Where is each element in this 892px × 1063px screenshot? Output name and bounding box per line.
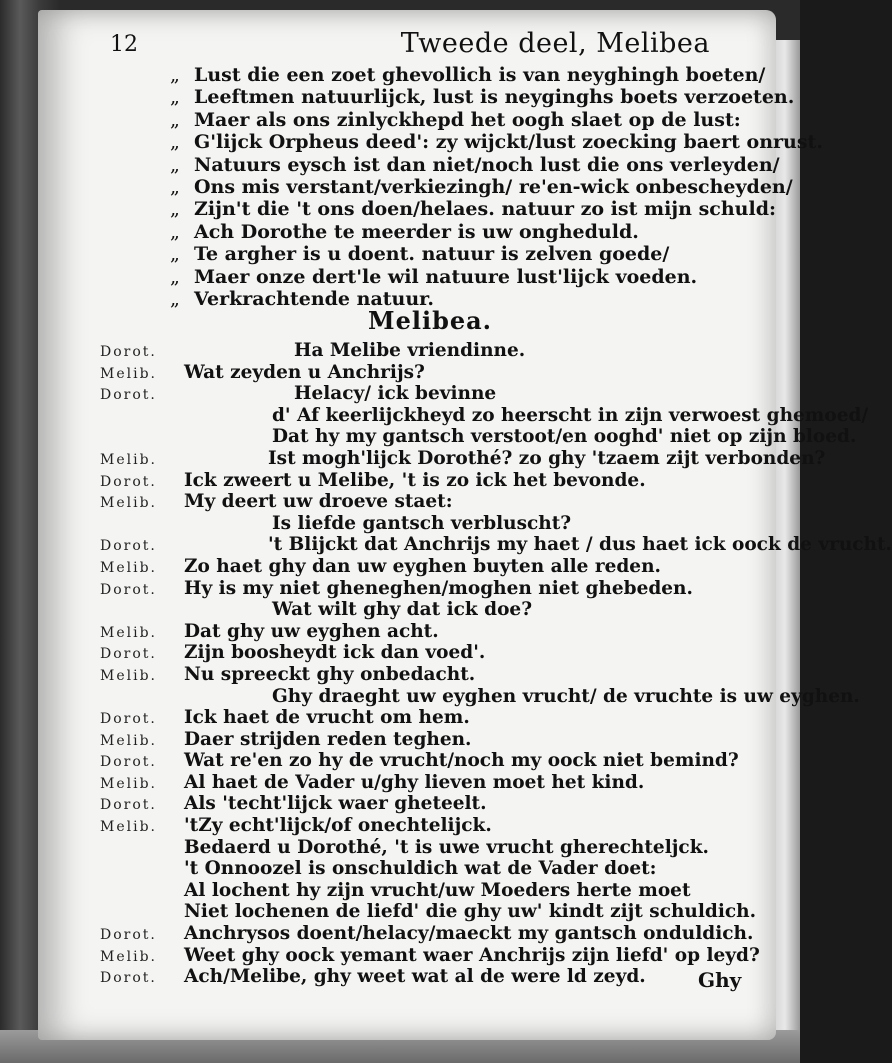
dialogue-line <box>100 923 892 945</box>
verse-mark: „ <box>170 287 180 310</box>
speech-text: Bedaerd u Dorothé, 't is uwe vrucht gherechteljck. <box>184 836 709 858</box>
speech-text: Al lochent hy zijn vrucht/uw Moeders herte moet <box>184 879 691 901</box>
verse-line: „ Zijn't die 't ons doen/helaes. natuur zo ist mijn schuld: <box>170 198 777 221</box>
verse-mark: „ <box>170 175 180 198</box>
speaker-name: Dorot. <box>100 970 157 987</box>
speaker-name: Dorot. <box>100 344 157 360</box>
speaker-name: Melib. <box>100 732 157 749</box>
speech-text: Anchrysos doent/helacy/maeckt my gantsch onduldich. <box>184 923 754 945</box>
speech-text: Ghy draeght uw eyghen vrucht/ de vruchte is uw eyghen. <box>272 685 860 707</box>
speech-text: Wat wilt ghy dat ick doe? <box>272 599 533 621</box>
page-header <box>110 28 710 62</box>
dialogue-block <box>100 340 892 988</box>
speaker-name: Melib. <box>100 495 157 512</box>
verse-line: „ Leeftmen natuurlijck, lust is neyginghs boets verzoeten. <box>170 86 795 109</box>
speech-text: Als 'techt'lijck waer gheteelt. <box>184 793 487 815</box>
speaker-name: Dorot. <box>100 473 157 490</box>
dialogue-line <box>100 966 892 988</box>
verse-mark: „ <box>170 131 180 154</box>
speaker-name: Melib. <box>100 365 157 382</box>
dialogue-line <box>100 815 892 837</box>
speech-text: Dat hy my gantsch verstoot/en ooghd' niet op zijn bloed. <box>272 426 857 448</box>
speech-text: 't Onnoozel is onschuldich wat de Vader doet: <box>184 858 657 880</box>
dialogue-line <box>100 837 892 859</box>
verse-line: „ Maer onze dert'le wil natuure lust'lijck voeden. <box>170 265 698 288</box>
speech-text: Al haet de Vader u/ghy lieven moet het kind. <box>184 771 645 793</box>
speech-text: Wat zeyden u Anchrijs? <box>184 361 425 383</box>
dialogue-line <box>100 556 892 578</box>
speech-text: Zo haet ghy dan uw eyghen buyten alle reden. <box>184 555 661 577</box>
speaker-name: Melib. <box>100 819 157 836</box>
verse-mark: „ <box>170 265 180 288</box>
speech-text: Is liefde gantsch verbluscht? <box>272 512 572 534</box>
speech-text: Zijn boosheydt ick dan voed'. <box>184 642 486 664</box>
verse-mark: „ <box>170 64 180 86</box>
dialogue-line <box>100 578 892 600</box>
verse-line: „ Ons mis verstant/verkiezingh/ re'en-wick onbescheyden/ <box>170 175 793 198</box>
speech-text: Ach/Melibe, ghy weet wat al de were ld zeyd. <box>184 966 646 988</box>
speech-text: Weet ghy oock yemant waer Anchrijs zijn liefd' op leyd? <box>184 944 760 966</box>
dialogue-line <box>100 621 892 643</box>
dialogue-line <box>100 383 892 405</box>
verse-line: „ Lust die een zoet ghevollich is van neyghingh boeten/ <box>170 64 766 86</box>
speech-text: Hy is my niet gheneghen/moghen niet ghebeden. <box>184 577 693 599</box>
verse-mark: „ <box>170 108 180 131</box>
verse-line: „ G'lijck Orpheus deed': zy wijckt/lust zoecking baert onrust. <box>170 131 823 154</box>
speaker-name: Dorot. <box>100 754 157 771</box>
dialogue-line <box>100 945 892 967</box>
dialogue-line <box>100 340 892 362</box>
speech-text: 't Blijckt dat Anchrijs my haet / dus haet ick oock de vrucht. <box>268 534 892 556</box>
speech-text: Wat re'en zo hy de vrucht/noch my oock niet bemind? <box>184 750 739 772</box>
speaker-name: Dorot. <box>100 581 157 598</box>
dialogue-line <box>100 448 892 470</box>
dialogue-line <box>100 858 892 880</box>
verse-mark: „ <box>170 220 180 243</box>
speech-text: Niet lochenen de liefd' die ghy uw' kindt zijt schuldich. <box>184 901 757 923</box>
dialogue-line <box>100 405 892 427</box>
speech-text: Dat ghy uw eyghen acht. <box>184 620 439 642</box>
speaker-name: Melib. <box>100 624 157 641</box>
dialogue-line <box>100 513 892 535</box>
speaker-name: Dorot. <box>100 646 157 663</box>
speech-text: Ist mogh'lijck Dorothé? zo ghy 'tzaem zijt verbonden? <box>268 447 826 469</box>
dialogue-line <box>100 362 892 384</box>
speech-text: 'tZy echt'lijck/of onechtelijck. <box>184 815 492 837</box>
page-number: 12 <box>110 32 138 57</box>
dialogue-line <box>100 750 892 772</box>
dialogue-line <box>100 772 892 794</box>
dialogue-line <box>100 901 892 923</box>
speaker-name: Dorot. <box>100 797 157 814</box>
dialogue-line <box>100 880 892 902</box>
speaker-name: Melib. <box>100 775 157 792</box>
verse-mark: „ <box>170 153 180 176</box>
catchword: Ghy <box>698 968 742 992</box>
speech-text: My deert uw droeve staet: <box>184 491 453 513</box>
verse-mark: „ <box>170 198 180 221</box>
dialogue-line <box>100 793 892 815</box>
dialogue-line <box>100 491 892 513</box>
dialogue-line <box>100 642 892 664</box>
dialogue-line <box>100 470 892 492</box>
speech-text: d' Af keerlijckheyd zo heerscht in zijn verwoest ghemoed/ <box>272 404 869 426</box>
speaker-name: Dorot. <box>100 711 157 728</box>
speech-text: Ick haet de vrucht om hem. <box>184 707 470 729</box>
speaker-name: Dorot. <box>100 927 157 944</box>
verse-line: „ Maer als ons zinlyckhepd het oogh slaet op de lust: <box>170 108 741 131</box>
speaker-name: Dorot. <box>100 538 157 555</box>
dialogue-line <box>100 729 892 751</box>
verse-line: „ Natuurs eysch ist dan niet/noch lust die ons verleyden/ <box>170 153 780 176</box>
speaker-name: Melib. <box>100 667 157 684</box>
running-head: Tweede deel, Melibea <box>400 28 710 59</box>
dialogue-line <box>100 599 892 621</box>
verse-mark: „ <box>170 86 180 109</box>
dialogue-line <box>100 426 892 448</box>
speech-text: Ha Melibe vriendinne. <box>294 340 526 361</box>
dialogue-line <box>100 707 892 729</box>
verse-mark: „ <box>170 243 180 266</box>
dialogue-line <box>100 534 892 556</box>
verse-line: „ Te argher is u doent. natuur is zelven goede/ <box>170 243 670 266</box>
speech-text: Ick zweert u Melibe, 't is zo ick het bevonde. <box>184 469 646 491</box>
speech-text: Nu spreeckt ghy onbedacht. <box>184 663 476 685</box>
speech-text: Helacy/ ick bevinne <box>294 383 497 405</box>
verse-line: „ Verkrachtende natuur. <box>170 287 435 310</box>
dialogue-line <box>100 664 892 686</box>
speaker-name: Dorot. <box>100 387 157 404</box>
speaker-name: Melib. <box>100 451 157 468</box>
dialogue-line <box>100 686 892 708</box>
section-title: Melibea. <box>368 306 493 335</box>
speaker-name: Melib. <box>100 559 157 576</box>
speaker-name: Melib. <box>100 948 157 965</box>
verse-block <box>170 64 823 310</box>
speech-text: Daer strijden reden teghen. <box>184 728 472 750</box>
verse-line: „ Ach Dorothe te meerder is uw ongheduld. <box>170 220 639 243</box>
